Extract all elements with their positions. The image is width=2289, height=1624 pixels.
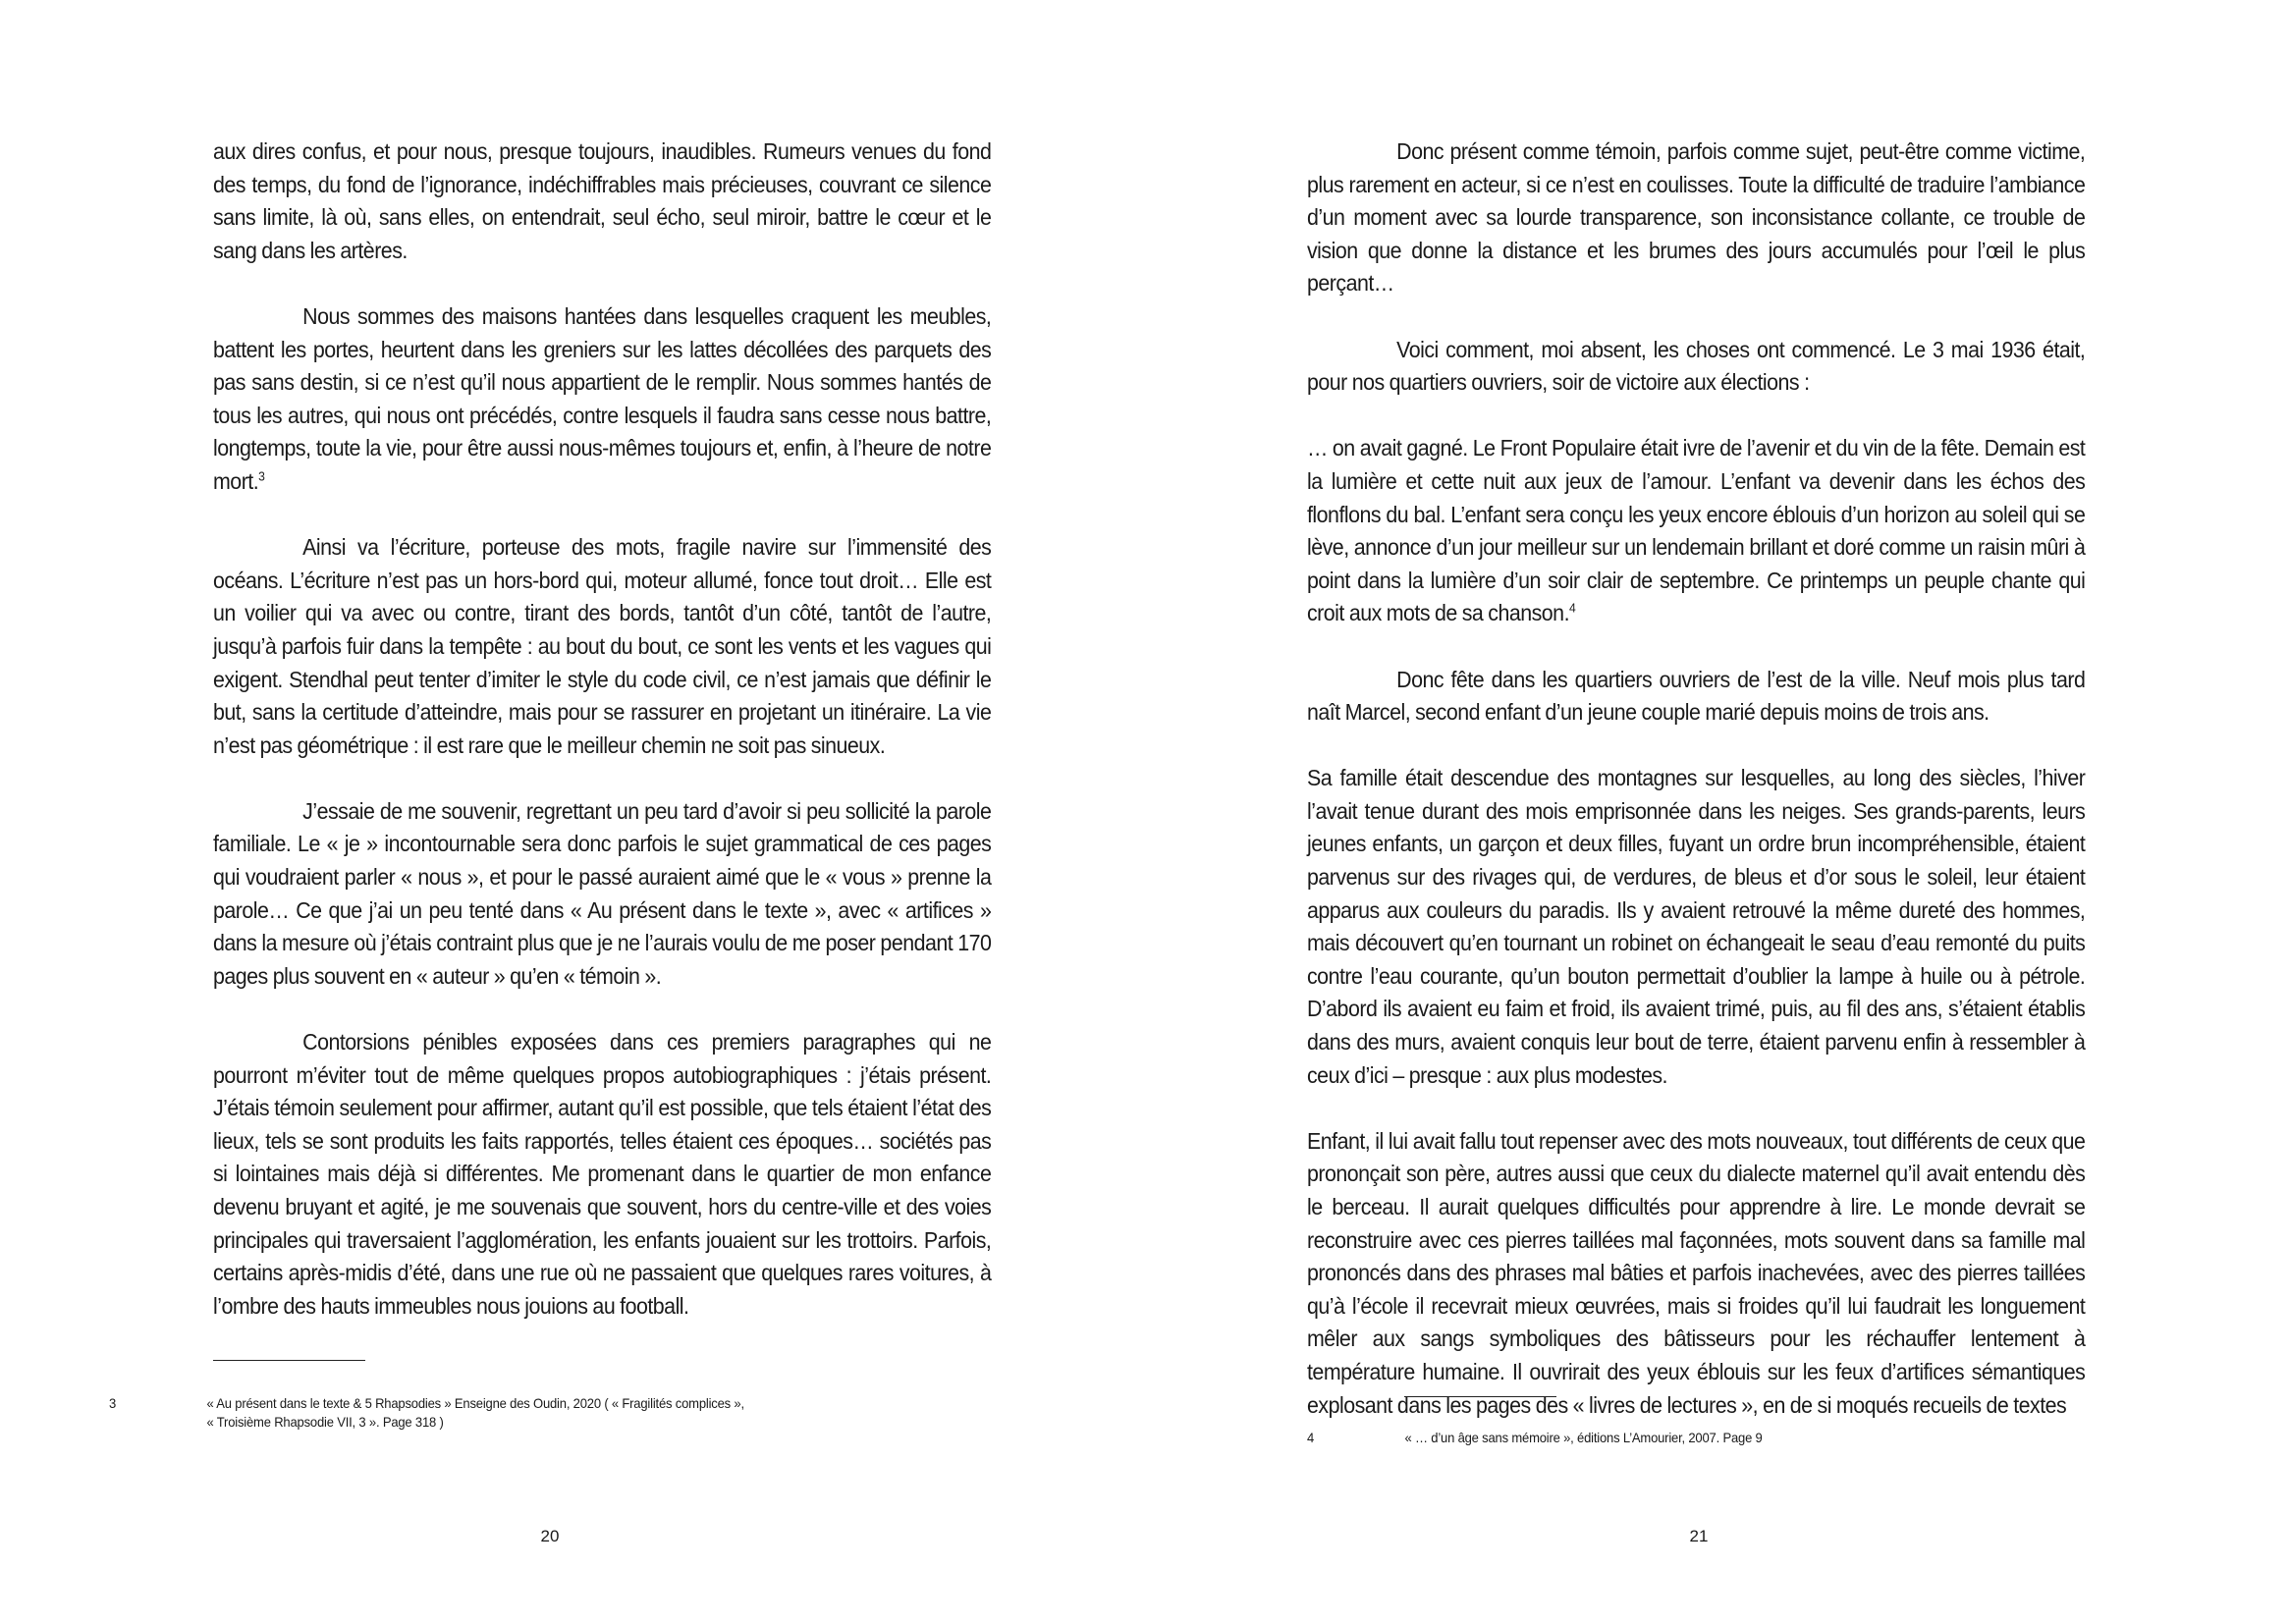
footnote-text-line: « … d’un âge sans mémoire », éditions L’Amourier, 2007. Page 9: [1404, 1430, 1763, 1445]
quoted-paragraph: Enfant, il lui avait fallu tout repenser avec des mots nouveaux, tout différents de ceux que prononçait son père, autres aussi que ceux du dialecte maternel qu’il avait entendu dès le berceau. Il aurait quelques difficultés pour apprendre à lire. Le monde devrait se reconstruire avec ces pierres taillées mal façonnées, mots souvent dans sa famille mal prononcés dans des phrases mal bâties et parfois inachevées, avec des pierres taillées qu’à l’école il recevrait mieux œuvrées, mais si froides qu’il lui faudrait les longuement mêler aux sangs symboliques des bâtisseurs pour les réchauffer lentement à température humaine. Il ouvrirait des yeux éblouis sur les feux d’artifices sémantiques explosant dans les pages des « livres de lectures », en de si moqués recueils de textes: [1307, 1127, 2086, 1418]
quoted-paragraph: … on avait gagné. Le Front Populaire était ivre de l’avenir et du vin de la fête. Demain est la lumière et cette nuit aux jeux de l’amour. L’enfant va devenir dans les échos des flonflons du bal. L’enfant sera conçu les yeux encore éblouis d’un horizon au soleil qui se lève, annonce d’un jour meilleur sur un lendemain brillant et doré comme un raisin mûri à point dans la lumière d’un soir clair de septembre. Ce printemps un peuple chante qui croit aux mots de sa chanson.$^4$: [1307, 435, 2086, 626]
footnote-reference: 3: [258, 468, 265, 484]
footnote: [109, 1394, 803, 1434]
paragraph: Donc fête dans les quartiers ouvriers de l’est de la ville. Neuf mois plus tard naît Marcel, second enfant d’un jeune couple marié depuis moins de trois ans.: [1307, 666, 2086, 726]
left-page-body: [213, 135, 991, 1323]
left-page: [0, 0, 1144, 1624]
paragraph: aux dires confus, et pour nous, presque toujours, inaudibles. Rumeurs venues du fond des temps, du fond de l’ignorance, indéchiffrables mais précieuses, couvrant ce silence sans limite, là où, sans elles, on entendrait, seul écho, seul miroir, battre le cœur et le sang dans les artères.: [213, 138, 992, 263]
quoted-paragraph: Sa famille était descendue des montagnes sur lesquelles, au long des siècles, l’hiver l’avait tenue durant des mois emprisonnée dans les neiges. Ses grands-parents, leurs jeunes enfants, un garçon et deux filles, fuyant un ordre brun incompréhensible, étaient parvenus sur des rivages qui, de verdures, de bleus et d’or sous le soleil, leur étaient apparus aux couleurs du paradis. Ils y avaient retrouvé la même dureté des hommes, mais découvert qu’en tournant un robinet on échangeait le seau d’eau remonté du puits contre l’eau courante, qu’un bouton permettait d’oublier la lampe à huile ou à pétrole. D’abord ils avaient eu faim et froid, ils avaient trimé, puis, au fil des ans, s’étaient établis dans des murs, avaient conquis leur bout de terre, étaient parvenu enfin à ressembler à ceux d’ici – presque : aux plus modestes.: [1307, 765, 2086, 1088]
right-page: [1145, 0, 2289, 1624]
page-number: 21: [1689, 1527, 1709, 1545]
page-number: 20: [540, 1527, 560, 1545]
paragraph: Donc présent comme témoin, parfois comme sujet, peut-être comme victime, plus rarement en acteur, si ce n’est en coulisses. Toute la difficulté de traduire l’ambiance d’un moment avec sa lourde transparence, son inconsistance collante, ce trouble de vision que donne la distance et les brumes des jours accumulés pour l’œil le plus perçant…: [1307, 138, 2086, 297]
footnote-number: 4: [1307, 1430, 1315, 1445]
paragraph: Ainsi va l’écriture, porteuse des mots, fragile navire sur l’immensité des océans. L’écriture n’est pas un hors-bord qui, moteur allumé, fonce tout droit… Elle est un voilier qui va avec ou contre, tirant des bords, tantôt d’un côté, tantôt de l’autre, jusqu’à parfois fuir dans la tempête : au bout du bout, ce sont les vents et les vagues qui exigent. Stendhal peut tenter d’imiter le style du code civil, ce n’est jamais que définir le but, sans la certitude d’atteindre, mais pour se rassurer en projetant un itinéraire. La vie n’est pas géométrique : il est rare que le meilleur chemin ne soit pas sinueux.: [213, 534, 992, 758]
right-page-body: [1307, 135, 2085, 1422]
footnote-separator: [1404, 1396, 1556, 1397]
paragraph: Contorsions pénibles exposées dans ces premiers paragraphes qui ne pourront m’éviter tout de même quelques propos autobiographiques : j’étais présent. J’étais témoin seulement pour affirmer, autant qu’il est possible, que tels étaient l’état des lieux, tels se sont produits les faits rapportés, telles étaient ces époques… sociétés pas si lointaines mais déjà si différentes. Me promenant dans le quartier de mon enfance devenu bruyant et agité, je me souvenais que souvent, hors du centre-ville et des voies principales qui traversaient l’agglomération, les enfants jouaient sur les trottoirs. Parfois, certains après-midis d’été, dans une rue où ne passaient que quelques rares voitures, à l’ombre des hauts immeubles nous jouions au football.: [213, 1029, 992, 1319]
quoted-paragraph: Nous sommes des maisons hantées dans lesquelles craquent les meubles, battent les portes, heurtent dans les greniers sur les lattes décollées des parquets des pas sans destin, si ce n’est qu’il nous appartient de le remplir. Nous sommes hantés de tous les autres, qui nous ont précédés, contre lesquels il faudra sans cesse nous battre, longtemps, toute la vie, pour être aussi nous-mêmes toujours et, enfin, à l’heure de notre mort.$^3$: [213, 302, 992, 494]
paragraph: Voici comment, moi absent, les choses ont commencé. Le 3 mai 1936 était, pour nos quartiers ouvriers, soir de victoire aux élections :: [1307, 336, 2086, 396]
footnote-text-line: « Au présent dans le texte & 5 Rhapsodies » Enseigne des Oudin, 2020 ( « Fragilités complices »,: [206, 1395, 744, 1411]
paragraph: J’essaie de me souvenir, regrettant un peu tard d’avoir si peu sollicité la parole familiale. Le « je » incontournable sera donc parfois le sujet grammatical de ces pages qui voudraient parler « nous », et pour le passé auraient aimé que le « vous » prenne la parole… Ce que j’ai un peu tenté dans « Au présent dans le texte », avec « artifices » dans la mesure où j’étais contraint plus que je ne l’aurais voulu de me poser pendant 170 pages plus souvent en « auteur » qu’en « témoin ».: [213, 797, 992, 989]
footnote-number: 3: [109, 1395, 117, 1411]
footnote-text-line: « Troisième Rhapsodie VII, 3 ». Page 318 ): [206, 1414, 444, 1430]
footnote: [1307, 1429, 1946, 1450]
footnote-separator: [213, 1360, 365, 1361]
footnote-reference: 4: [1569, 600, 1576, 616]
